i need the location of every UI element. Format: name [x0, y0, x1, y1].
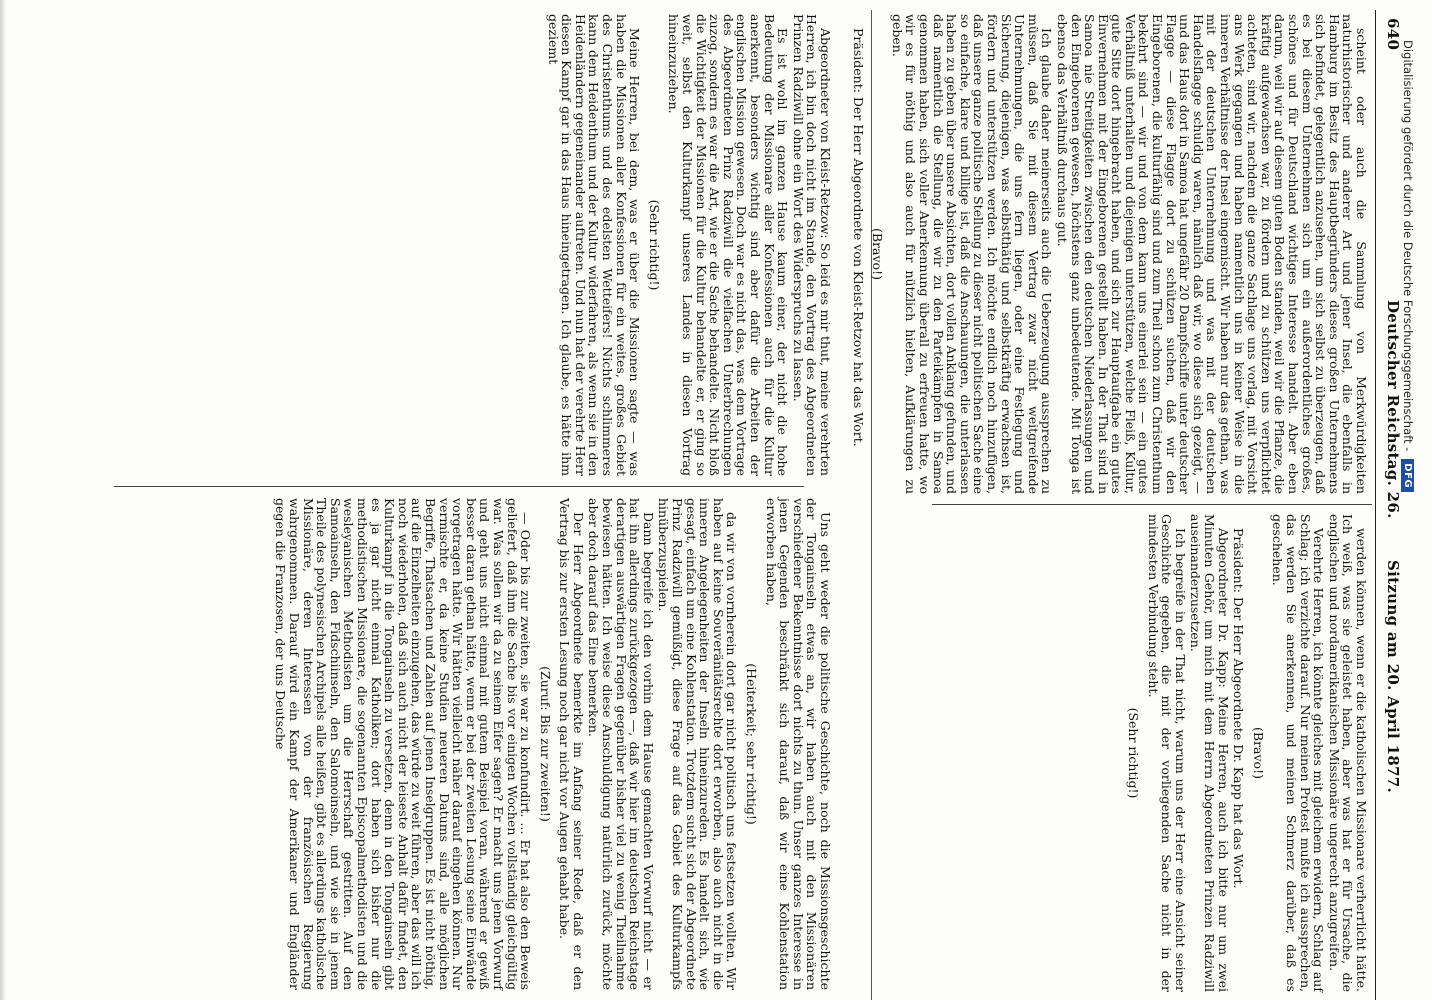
header-title-left: Deutscher Reichstag. 26. [1384, 300, 1402, 519]
interjection: (Bravo!) [870, 228, 886, 280]
header-title-right: Sitzung am 20. April 1877. [1384, 560, 1402, 794]
text-column-2 [930, 514, 1368, 992]
text-column-1 [850, 14, 1369, 494]
paragraph: werden können, wenn er die katholischen Missionare verherrlicht hätte. Ich weiß, was sie geleistet haben, aber was hat er für Ursache, die englischen und nordamerikanischen Missionäre ungerecht anzugreifen. [1326, 514, 1369, 992]
interjection: (Bravo!) [1250, 727, 1266, 779]
interjection: (Sehr richtig!) [646, 199, 662, 291]
paragraph: Der Herr Abgeordnete bemerkte im Anfang seiner Rede, daß er den Vertrag bis zur ersten Lesung noch gar nicht vor Augen gehabt habe. [557, 498, 586, 990]
paragraph: Präsident: Der Herr Abgeordnete Dr. Kapp hat das Wort. [1231, 528, 1247, 889]
text-column-3 [112, 14, 832, 476]
paragraph: Uns geht weder die politische Geschichte, noch die Missionsgeschichte der Tongainseln etwas an, wir haben auch mit den Missionären verschiedener Bekenntnisse dort nichts zu thun. Unser ganzes Interesse in jenen Gegenden beschränkt sich darauf, daß wir eine Kohlenstation erworben haben, [763, 498, 833, 990]
interjection: (Sehr richtig!) [1126, 707, 1142, 799]
page-number: 640 [1384, 18, 1402, 51]
paragraph: Ich begreife in der That nicht, warum uns der Herr eine Ansicht seiner Geschichte gegeben, die mit der vorliegenden Sache nicht in der mindesten Verbindung steht. [1145, 514, 1188, 992]
interjection: (Heiterkeit; sehr richtig!) [744, 663, 760, 825]
column-divider-upper [932, 504, 1372, 505]
paragraph: Es ist wohl im ganzen Hause kaum einer, der nicht die hohe Bedeutung der Missionare aller Konfessionen auch für die Kultur anerkennt, besonders wichtig sind aber dafür die Arbeiten der englischen Mission gewesen. Doch war es nicht das, was dem Vortrage des Abgeordneten Prinz Radziwill die vielfachen Unterbrechungen zuzog, sondern es war die Art, wie er die Sache behandelte. Nicht bloß die Wichtigkeit der Missionen für die Kultur behandelte er, er ging so weit, selbst den Kulturkampf unseres Landes in diesen Vortrag hineinzuziehen. [666, 14, 791, 476]
paragraph: Meine Herren, bei dem, was er über die Missionen sagte — was haben die Missionen aller Konfessionen für ein weites, großes Gebiet des Christenthums und des edelsten Wetteifers! Nichts schlimmeres kann dem Heidenthum und der Kultur widerfahren, als wenn sie in den Heidenländern gegeneinander auftreten. Und nun hat der verehrte Herr diesen Kampf gar in das Haus hineingetragen. Ich glaube, es hätte ihm geziemt [545, 14, 643, 476]
text-column-4 [112, 498, 832, 990]
paragraph: Abgeordneter von Kleist-Retzow: So leid es mir thut, meine verehrten Herren, ich bin doch nicht im Stande, den Vortrag des Abgeordneten Prinzen Radziwill ohne ein Wort des Widerspruchs zu lassen. [790, 14, 833, 476]
credit-text: Digitalisierung gefördert durch die Deutsche Forschungsgemeinschaft - [1401, 40, 1415, 452]
paragraph: Dann begreife ich den vorhin dem Hause gemachten Vorwurf nicht — er hat ihn allerdings zurückgezogen —, daß wir hier im deutschen Reichstage derartigen auswärtigen Fragen gegenüber bisher viel zu wenig Theilnahme bewiesen hätten. Ich weise diese Anschuldigung natürlich zurück, möchte aber doch darauf das Eine bemerken. [586, 498, 656, 990]
paragraph: Abgeordneter Dr. Kapp: Meine Herren, auch ich bitte nur um zwei Minuten Gehör, um mich mit dem Herrn Abgeordneten Prinzen Radziwill auseinanderzusetzen. [1188, 514, 1231, 992]
paragraph: da wir von vornherein dort gar nicht politisch uns festsetzen wollten. Wir haben auf keine Souveränitätsrechte dort erworben, also auch nicht in die inneren Angelegenheiten der Inseln hineinzureden. Es handelt sich, wie gesagt, einfach um eine Kohlenstation. Trotzdem sucht sich der Abgeordnete Prinz Radziwill gemüßigt, diese Frage auf das Gebiet des Kulturkampfs hinüberzuspielen. [656, 498, 740, 990]
paragraph: Verehrte Herren, ich könnte gleiches mit gleichem erwidern, Schlag auf Schlag; ich verzichte darauf. Nur meinen Protest mußte ich aussprechen, das werden Sie anerkennen, und meinen Schmerz darüber, daß es geschehen. [1270, 514, 1327, 992]
dfg-logo: DFG [1402, 459, 1415, 492]
paragraph: — Oder bis zur zweiten, sie war zu konfundirt. ... Er hat also den Beweis geliefert, daß ihm die Sache bis vor einigen Wochen vollständig gleichgültig war. Was sollen wir da zu seinem Eifer sagen? Er macht uns jenen Vorwurf und geht uns nicht einmal mit gutem Beispiel voran, während er gewiß besser daran gethan hätte, wenn er bei der zweiten Lesung seine Einwände vorgetragen hätte. Wir hätten vielleicht näher darauf eingehen können. Nur vermischte er, da keine Studien neueren Datums sind, alle möglichen Begriffe, Thatsachen und Zahlen auf jenen Inselgruppen. Es ist nicht nöthig, auf die Einzelheiten einzugehen, das würde zu weit führen, aber das will ich noch wiederholen, daß sich auch nicht der leiseste Anhalt dafür findet, den Kulturkampf in die Tongainseln zu versetzen, denn in den Tongainseln gibt es ja gar nicht einmal Katholiken; dort haben sich bisher nur die methodistischen Missionare, die sogenannten Episcopalmethodisten und die wesleyanischen Methodisten um die Herrschaft gestritten. Auf den Samoainseln, den Fidschiinseln, den Salomoinseln, und wie sie in jenem Theile des polynesischen Archipels alle heißen, gibt es allerdings katholische Missionäre, deren Interessen von der französischen Regierung wahrgenommen. Darauf wird ein Kampf der Amerikaner und Engländer gegen die Franzosen, der uns Deutsche [273, 498, 534, 990]
paragraph: Präsident: Der Herr Abgeordnete von Kleist-Retzow hat das Wort. [850, 28, 866, 447]
digitization-credit [1393, 30, 1423, 990]
header-rule [1375, 10, 1376, 1000]
paragraph: Ich glaube daher meinerseits auch die Ueberzeugung aussprechen zu müssen, daß Sie mit diesem Vertrag zwar nicht weitgreifende Unternehmungen, die uns fern liegen, oder eine Festlegung und Sicherung, diejenigen, was selbstthätig und selbstkräftig erwachsen ist, fördern und unterstützen werden. Ich möchte endlich noch hinzufügen, daß unsere ganze politische Stellung zu dieser nicht politischen Sache eine so einfache, klare und billige ist, daß die Anschauungen, die unterlassen haben zu geben über unsere Absichten, dort vollen Anklang gefunden, und daß namentlich die Stellung, die wir zu den Parteikämpfen in Samoa genommen haben, sich voller Anerkennung überall zu erfreuen hatte, wo wir es für nöthig und also auch für nützlich hielten, Aufklärungen zu geben. [889, 14, 1055, 494]
interjection: (Zuruf: Bis zur zweiten!) [537, 666, 553, 822]
paragraph: scheint oder auch die Sammlung von Merkwürdigkeiten naturhistorischer und anderer Art und jener Insel, die ebenfalls in Hamburg im Besitz des Hauptbegründers dieses großen Unternehmens sich befindet, gelegentlich anzusehen, um sich selbst zu überzeugen, daß es bei diesem Unternehmen sich um ein außerordentliches großes, schönes und für Deutschland wichtiges Interesse handelt. Aber eben darum, weil wir auf diesem guten Boden standen, weil wir die Pflanze, die kräftig aufgewachsen war, zu fördern und zu schützen uns verpflichtet achteten, sind wir, nachdem die ganze Sachlage uns vorlag, mit Vorsicht ans Werk gegangen und haben namentlich uns in keiner Weise in die inneren Verhältnisse der Insel eingemischt. Wir haben nur das gethan, was mit der deutschen Unternehmung und was mit der deutschen Handelsflagge schuldig waren, nämlich daß wir, wo diese sich gezeigt, — und das Haus dort in Samoa hat ungefähr 20 Dampfschiffe unter deutscher Flagge — diese Flagge dort zu schützen suchen, daß wir den Eingeborenen, die kulturfähig sind und zum Theil schon zum Christenthum bekehrt sind — wir und von dem kann uns einerlei sein — ein gutes Verhältniß unterhalten und diejenigen unterstützen, welche Fleiß, Kultur, gute Sitte dort hingebracht haben, und sich zur Hauptaufgabe ein gutes Einvernehmen mit der Eingeborenen gestellt haben. In der That sind in Samoa nie Streitigkeiten zwischen den deutschen Niederlassungen und den Eingeborenen gewesen, höchstens ganz unbedeutende. Mit Tonga ist ebenso das Verhältniß durchaus gut. [1054, 14, 1369, 494]
column-divider-lower [114, 486, 804, 487]
